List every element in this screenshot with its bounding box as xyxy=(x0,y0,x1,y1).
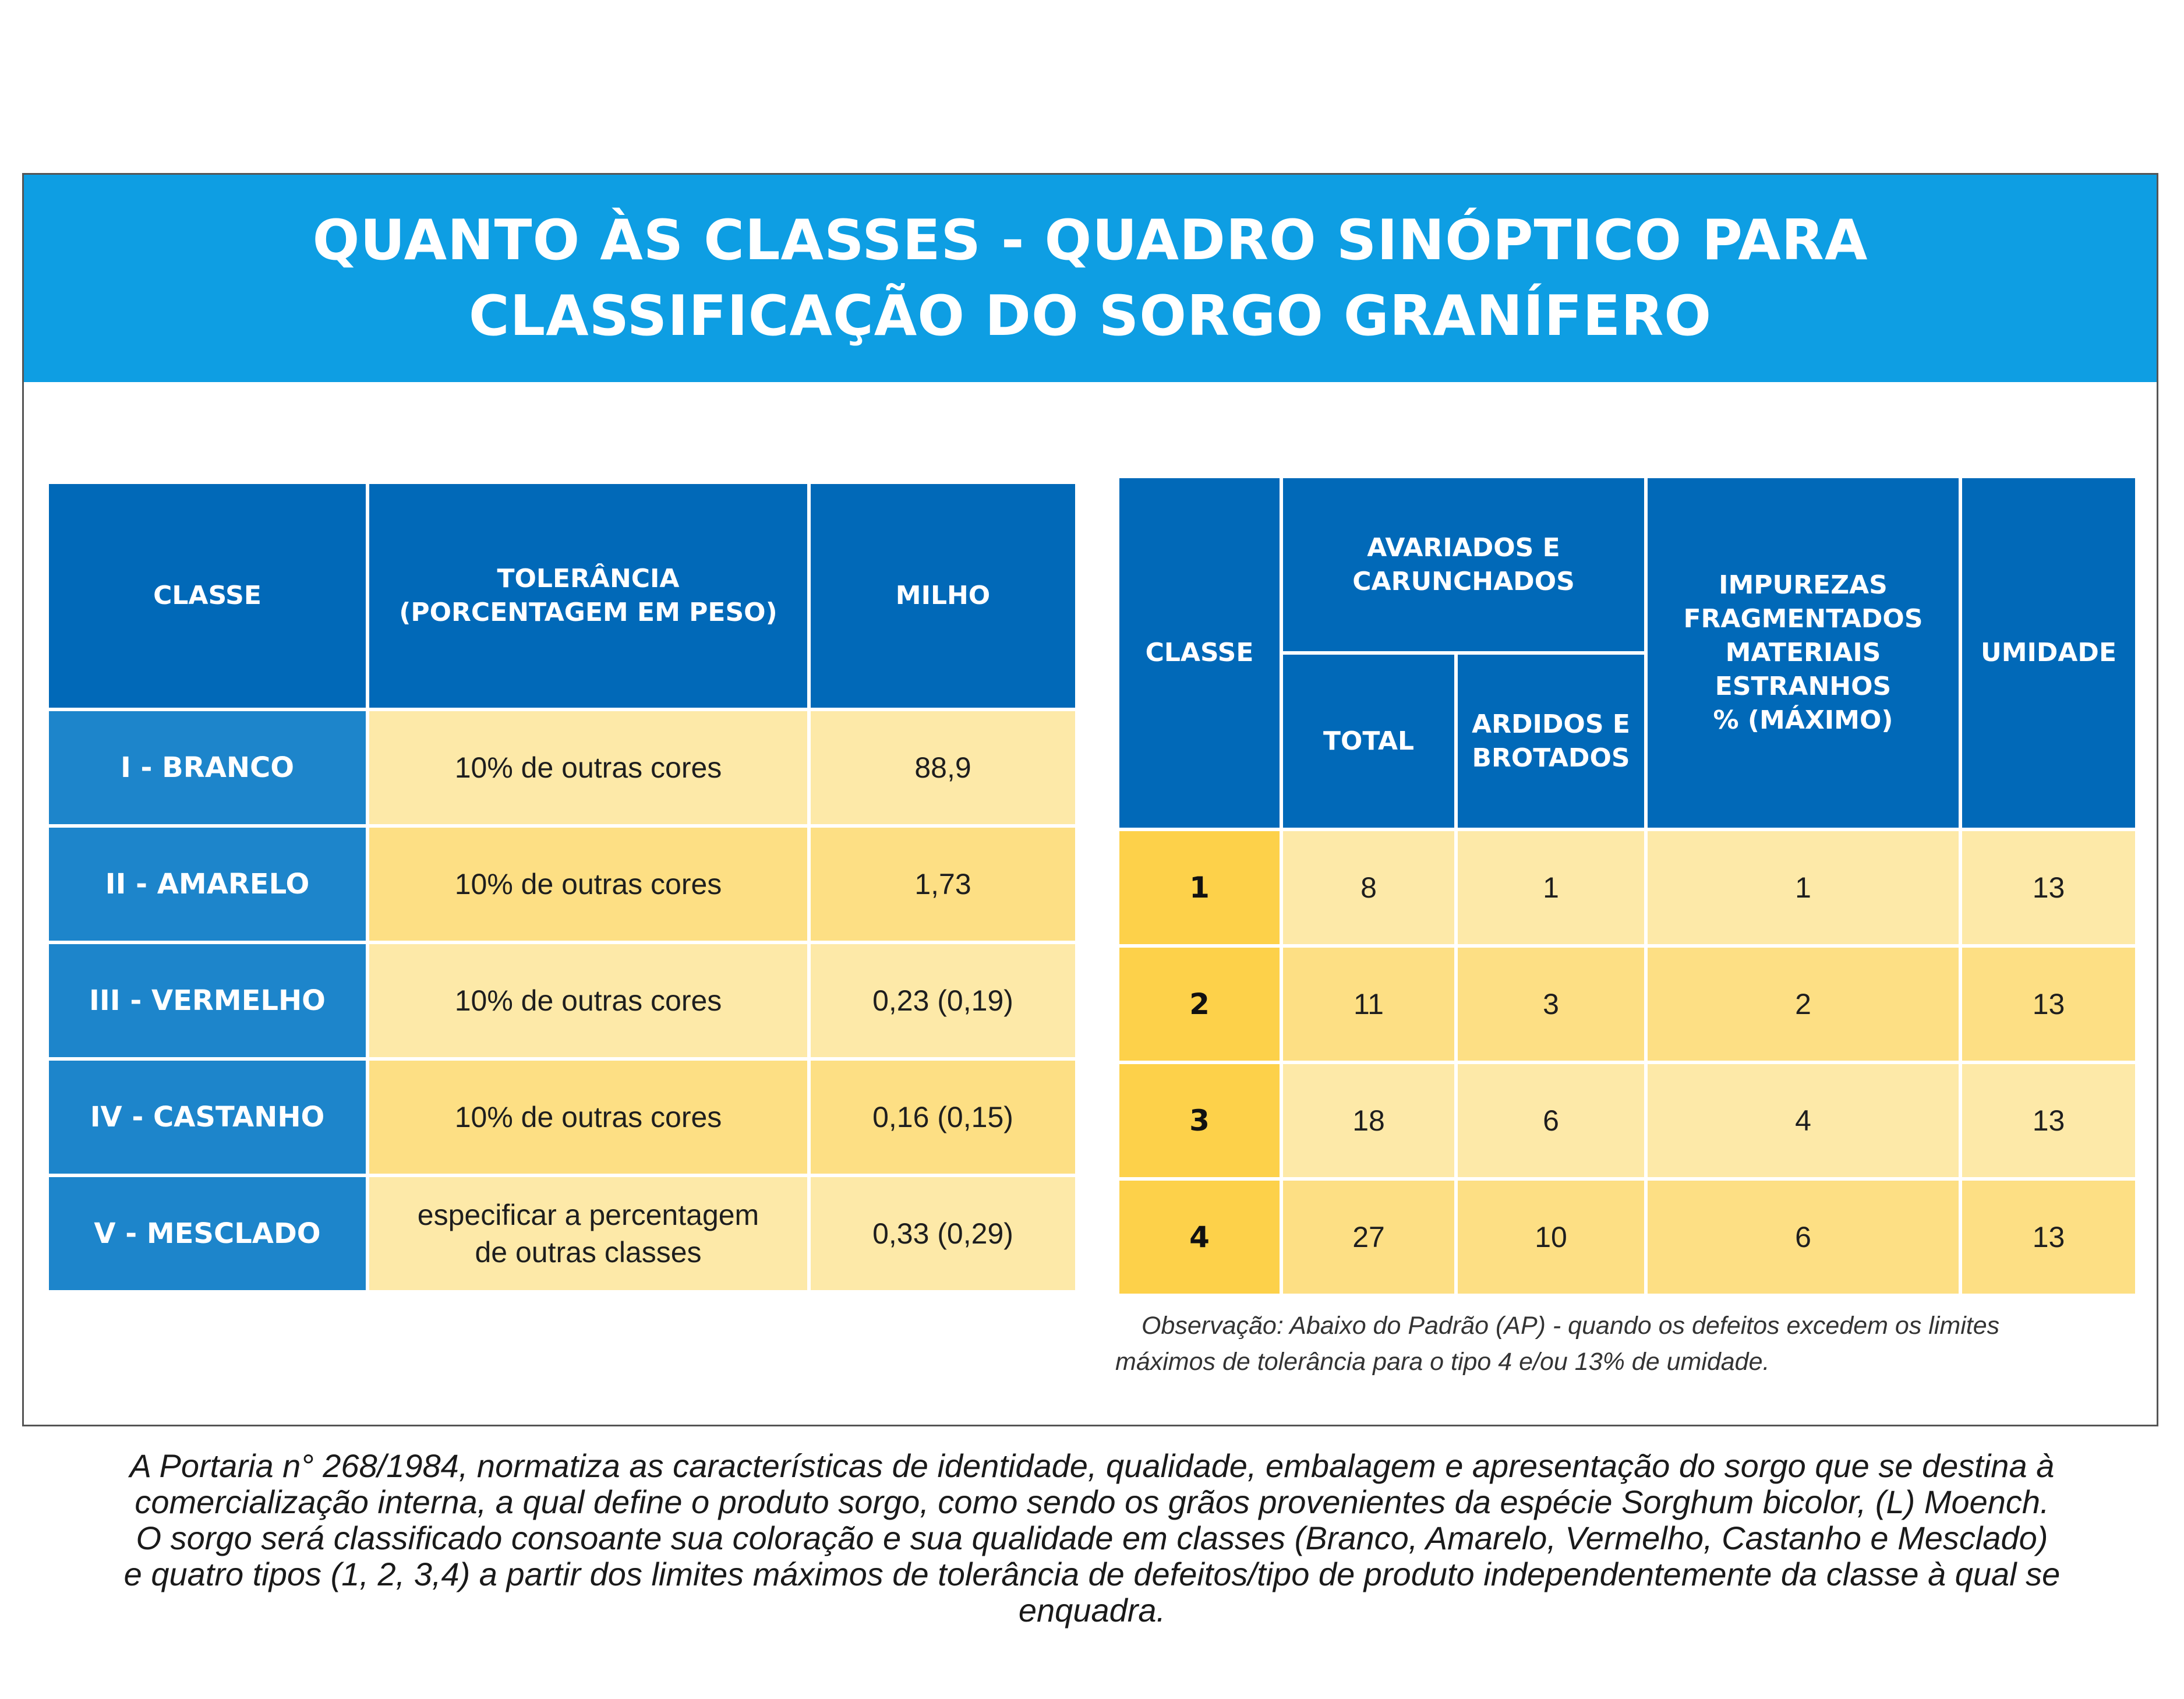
footer-line-5: enquadra. xyxy=(1018,1592,1166,1629)
tolerancia-line-2: de outras classes xyxy=(475,1236,702,1269)
footer-line-1: A Portaria n° 268/1984, normatiza as características de identidade, qualidade, embalagem e apresentação do sorgo que se destina à xyxy=(129,1447,2055,1484)
tipos-table xyxy=(1116,475,2139,1297)
table-row xyxy=(47,1059,1077,1175)
tolerancia-line-1: especificar a percentagem xyxy=(417,1199,759,1231)
total-cell: 27 xyxy=(1281,1179,1456,1295)
tolerancia-cell xyxy=(367,709,809,826)
tipo-cell: 1 xyxy=(1118,829,1281,946)
header-impurezas-line-4: ESTRANHOS xyxy=(1715,672,1892,701)
table-row xyxy=(1118,829,2137,946)
header-avariados-line-1: AVARIADOS E xyxy=(1367,532,1560,563)
header-tolerancia-line-1: TOLERÂNCIA xyxy=(497,564,680,594)
ardidos-cell: 1 xyxy=(1456,829,1646,946)
tolerancia-line-1: 10% de outras cores xyxy=(454,751,722,784)
title-line-1: QUANTO ÀS CLASSES - QUADRO SINÓPTICO PARA xyxy=(312,209,1868,273)
table-row xyxy=(47,942,1077,1059)
tipo-cell: 4 xyxy=(1118,1179,1281,1295)
milho-cell: 0,33 (0,29) xyxy=(809,1175,1077,1292)
header-impurezas xyxy=(1646,476,1960,829)
footer-line-3: O sorgo será classificado consoante sua coloração e sua qualidade em classes (Branco, Amarelo, Vermelho, Castanho e Mesclado) xyxy=(136,1520,2048,1556)
header-impurezas-line-2: FRAGMENTADOS xyxy=(1683,604,1923,634)
observacao-line-2: máximos de tolerância para o tipo 4 e/ou 13% de umidade. xyxy=(1115,1348,1770,1376)
tipo-cell: 2 xyxy=(1118,946,1281,1062)
total-cell: 8 xyxy=(1281,829,1456,946)
total-cell: 18 xyxy=(1281,1062,1456,1179)
header-ardidos-line-2: BROTADOS xyxy=(1472,743,1630,773)
tolerancia-cell xyxy=(367,1059,809,1175)
table-row xyxy=(1118,1179,2137,1295)
tolerancia-cell xyxy=(367,1175,809,1292)
ardidos-cell: 3 xyxy=(1456,946,1646,1062)
tolerancia-cell xyxy=(367,942,809,1059)
classe-cell: V - MESCLADO xyxy=(47,1175,367,1292)
footer-line-2: comercialização interna, a qual define o produto sorgo, como sendo os grãos provenientes da espécie Sorghum bicolor, (L) Moench. xyxy=(135,1483,2049,1520)
tipo-cell: 3 xyxy=(1118,1062,1281,1179)
header-tolerancia xyxy=(367,482,809,709)
title-banner xyxy=(24,175,2157,382)
tolerancia-line-1: 10% de outras cores xyxy=(454,984,722,1017)
classes-table xyxy=(45,481,1079,1294)
table-row xyxy=(47,709,1077,826)
header-tolerancia-line-2: (PORCENTAGEM EM PESO) xyxy=(399,598,778,627)
umidade-cell: 13 xyxy=(1960,946,2137,1062)
classes-header-row xyxy=(47,482,1077,709)
milho-cell: 0,16 (0,15) xyxy=(809,1059,1077,1175)
header-classe: CLASSE xyxy=(1118,476,1281,829)
tolerancia-line-1: 10% de outras cores xyxy=(454,868,722,900)
ardidos-cell: 6 xyxy=(1456,1062,1646,1179)
header-avariados-line-2: CARUNCHADOS xyxy=(1352,566,1575,596)
header-ardidos-line-1: ARDIDOS E xyxy=(1472,709,1630,739)
classe-cell: I - BRANCO xyxy=(47,709,367,826)
milho-cell: 1,73 xyxy=(809,826,1077,942)
umidade-cell: 13 xyxy=(1960,1179,2137,1295)
table-row xyxy=(47,1175,1077,1292)
footer-paragraph xyxy=(23,1448,2161,1629)
footer-line-4: e quatro tipos (1, 2, 3,4) a partir dos limites máximos de tolerância de defeitos/tipo de produto independentemente da classe à qual se xyxy=(123,1556,2061,1592)
classe-cell: II - AMARELO xyxy=(47,826,367,942)
classe-cell: III - VERMELHO xyxy=(47,942,367,1059)
header-umidade: UMIDADE xyxy=(1960,476,2137,829)
header-milho: MILHO xyxy=(809,482,1077,709)
observacao-note xyxy=(1115,1308,2117,1380)
header-classe: CLASSE xyxy=(47,482,367,709)
table-row xyxy=(47,826,1077,942)
impurezas-cell: 1 xyxy=(1646,829,1960,946)
header-impurezas-line-3: MATERIAIS xyxy=(1725,638,1881,667)
milho-cell: 0,23 (0,19) xyxy=(809,942,1077,1059)
tolerancia-line-1: 10% de outras cores xyxy=(454,1101,722,1133)
umidade-cell: 13 xyxy=(1960,829,2137,946)
umidade-cell: 13 xyxy=(1960,1062,2137,1179)
table-row xyxy=(1118,1062,2137,1179)
header-avariados xyxy=(1281,476,1646,653)
table-row xyxy=(1118,946,2137,1062)
classe-cell: IV - CASTANHO xyxy=(47,1059,367,1175)
tipos-header-row-1 xyxy=(1118,476,2137,653)
tolerancia-cell xyxy=(367,826,809,942)
header-impurezas-line-1: IMPUREZAS xyxy=(1719,570,1888,600)
ardidos-cell: 10 xyxy=(1456,1179,1646,1295)
header-total: TOTAL xyxy=(1281,653,1456,829)
header-impurezas-line-5: % (MÁXIMO) xyxy=(1713,705,1893,735)
total-cell: 11 xyxy=(1281,946,1456,1062)
title-line-2: CLASSIFICAÇÃO DO SORGO GRANÍFERO xyxy=(468,284,1712,348)
milho-cell: 88,9 xyxy=(809,709,1077,826)
impurezas-cell: 6 xyxy=(1646,1179,1960,1295)
header-ardidos xyxy=(1456,653,1646,829)
impurezas-cell: 4 xyxy=(1646,1062,1960,1179)
observacao-line-1: Observação: Abaixo do Padrão (AP) - quando os defeitos excedem os limites xyxy=(1142,1312,2000,1340)
impurezas-cell: 2 xyxy=(1646,946,1960,1062)
